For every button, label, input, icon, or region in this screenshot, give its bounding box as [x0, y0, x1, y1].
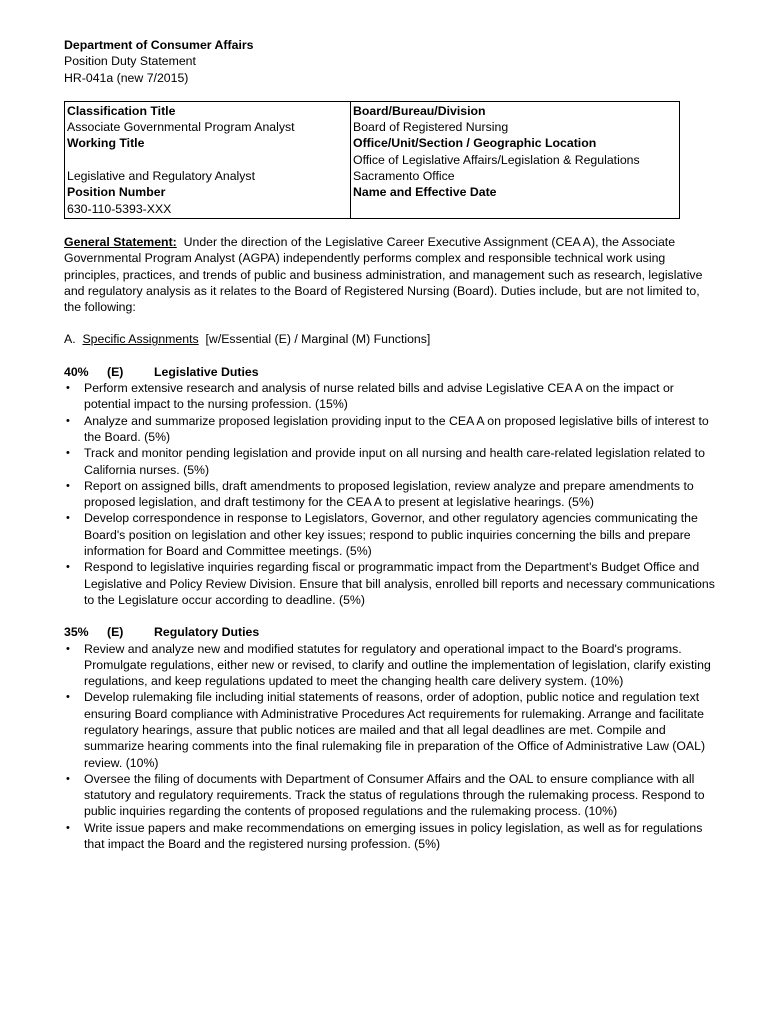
- bullet-icon: •: [66, 512, 70, 525]
- general-statement-label: General Statement:: [64, 234, 177, 249]
- section-heading: [64, 364, 720, 380]
- list-item: [64, 380, 720, 413]
- section-title: Legislative Duties: [154, 364, 259, 379]
- duty-text: Write issue papers and make recommendations on emerging issues in policy legislation, as well as for regulations that impact the Board and the registered nursing profession. (5%): [84, 820, 703, 852]
- position-number-label: Position Number: [67, 185, 166, 200]
- working-title-value: Legislative and Regulatory Analyst: [67, 169, 255, 184]
- office-label: Office/Unit/Section / Geographic Location: [353, 136, 597, 151]
- working-title-label: Working Title: [67, 136, 145, 151]
- bullet-icon: •: [66, 479, 70, 492]
- duty-text: Track and monitor pending legislation and provide input on all nursing and health care-related legislation related to California nurses. (5%): [84, 446, 705, 477]
- specific-assignments-prefix: A.: [64, 332, 76, 347]
- specific-assignments-suffix: [w/Essential (E) / Marginal (M) Functions]: [205, 332, 431, 347]
- list-item: [64, 771, 720, 820]
- classification-title-value: Associate Governmental Program Analyst: [67, 120, 295, 135]
- document-header: [64, 37, 720, 86]
- bullet-icon: •: [66, 414, 70, 427]
- classification-title-label: Classification Title: [67, 103, 176, 118]
- bullet-icon: •: [66, 382, 70, 395]
- duty-text: Develop rulemaking file including initial statements of reasons, order of adoption, public notice and regulation text ensuring Board compliance with Administrative Procedures Act requirements for rulemaking. Arrange and facilitate regulatory hearings, assure that public notices are mailed and that all legal deadlines are met. Compile and summarize hearing comments into the final rulemaking file in preparation of the Office of Administrative Law (OAL) review. (10%): [84, 690, 706, 770]
- list-item: [64, 445, 720, 478]
- general-statement: [64, 234, 720, 315]
- bullet-icon: •: [66, 447, 70, 460]
- position-info-right-cell: [351, 101, 680, 218]
- office-value-line-2: Sacramento Office: [353, 169, 455, 184]
- duty-text: Oversee the filing of documents with Department of Consumer Affairs and the OAL to ensure compliance with all statutory and regulatory requirements. Track the status of regulations through the rulemaking process. Respond to public inquiries regarding the contents of proposed regulations and the rulemaking process. (10%): [84, 771, 705, 819]
- list-item: [64, 413, 720, 446]
- bullet-icon: •: [66, 642, 70, 655]
- office-value-line-1: Office of Legislative Affairs/Legislation & Regulations: [353, 152, 640, 167]
- list-item: [64, 820, 720, 853]
- form-id: HR-041a (new 7/2015): [64, 70, 189, 85]
- legislative-duties-section: [64, 364, 720, 608]
- list-item: [64, 641, 720, 690]
- board-label: Board/Bureau/Division: [353, 103, 486, 118]
- duty-list: [64, 641, 720, 853]
- section-code: (E): [107, 625, 124, 640]
- position-info-left-cell: [65, 101, 351, 218]
- board-value: Board of Registered Nursing: [353, 120, 509, 135]
- department-name: Department of Consumer Affairs: [64, 38, 254, 52]
- duty-list: [64, 380, 720, 608]
- section-percent: 40%: [64, 364, 89, 379]
- regulatory-duties-section: [64, 624, 720, 852]
- position-info-table: [64, 101, 680, 219]
- duty-text: Perform extensive research and analysis of nurse related bills and advise Legislative CEA A on the impact or potential impact to the nursing profession. (15%): [84, 381, 674, 412]
- duty-text: Respond to legislative inquiries regarding fiscal or programmatic impact from the Department's Budget Office and Legislative and Policy Review Division. Ensure that bill analysis, enrolled bill reports and necessary communications to the Legislature occur according to deadline. (5%): [84, 560, 715, 607]
- name-date-label: Name and Effective Date: [353, 185, 497, 200]
- section-percent: 35%: [64, 625, 89, 640]
- bullet-icon: •: [66, 691, 70, 704]
- working-title-spacer: [67, 152, 347, 168]
- duty-text: Review and analyze new and modified statutes for regulatory and operational impact to the Board's programs. Promulgate regulations, either new or revised, to clarify and outline the implementation of legislation, clarify existing regulations, and keep regulations updated to meet the changing health care delivery system. (10%): [84, 641, 711, 689]
- bullet-icon: •: [66, 772, 70, 785]
- list-item: [64, 478, 720, 511]
- section-title: Regulatory Duties: [154, 625, 260, 640]
- general-statement-text: Under the direction of the Legislative Career Executive Assignment (CEA A), the Associate Governmental Program Analyst (AGPA) independently performs complex and responsible technical work using principles, practices, and trends of public and business administration, and management such as research, legislative and regulatory analysis as it relates to the Board of Registered Nursing (Board). Duties include, but are not limited to, the following:: [64, 234, 703, 315]
- list-item: [64, 559, 720, 608]
- duty-text: Develop correspondence in response to Legislators, Governor, and other regulatory agencies communicating the Board's position on legislation and other key issues; respond to public inquiries concerning the bills and prepare information for Board and Committee meetings. (5%): [84, 511, 698, 559]
- specific-assignments-heading: [64, 331, 720, 347]
- section-heading: [64, 624, 720, 640]
- duty-text: Analyze and summarize proposed legislation providing input to the CEA A on proposed legislative bills of interest to the Board. (5%): [84, 413, 709, 444]
- specific-assignments-label: Specific Assignments: [82, 332, 199, 347]
- position-number-value: 630-110-5393-XXX: [67, 201, 172, 216]
- document-type: Position Duty Statement: [64, 54, 196, 69]
- list-item: [64, 689, 720, 770]
- section-code: (E): [107, 364, 124, 379]
- bullet-icon: •: [66, 561, 70, 574]
- list-item: [64, 510, 720, 559]
- bullet-icon: •: [66, 821, 70, 834]
- duty-text: Report on assigned bills, draft amendments to proposed legislation, review analyze and prepare amendments to proposed legislation, and draft testimony for the CEA A to present at legislative hearings. (5%): [84, 478, 694, 510]
